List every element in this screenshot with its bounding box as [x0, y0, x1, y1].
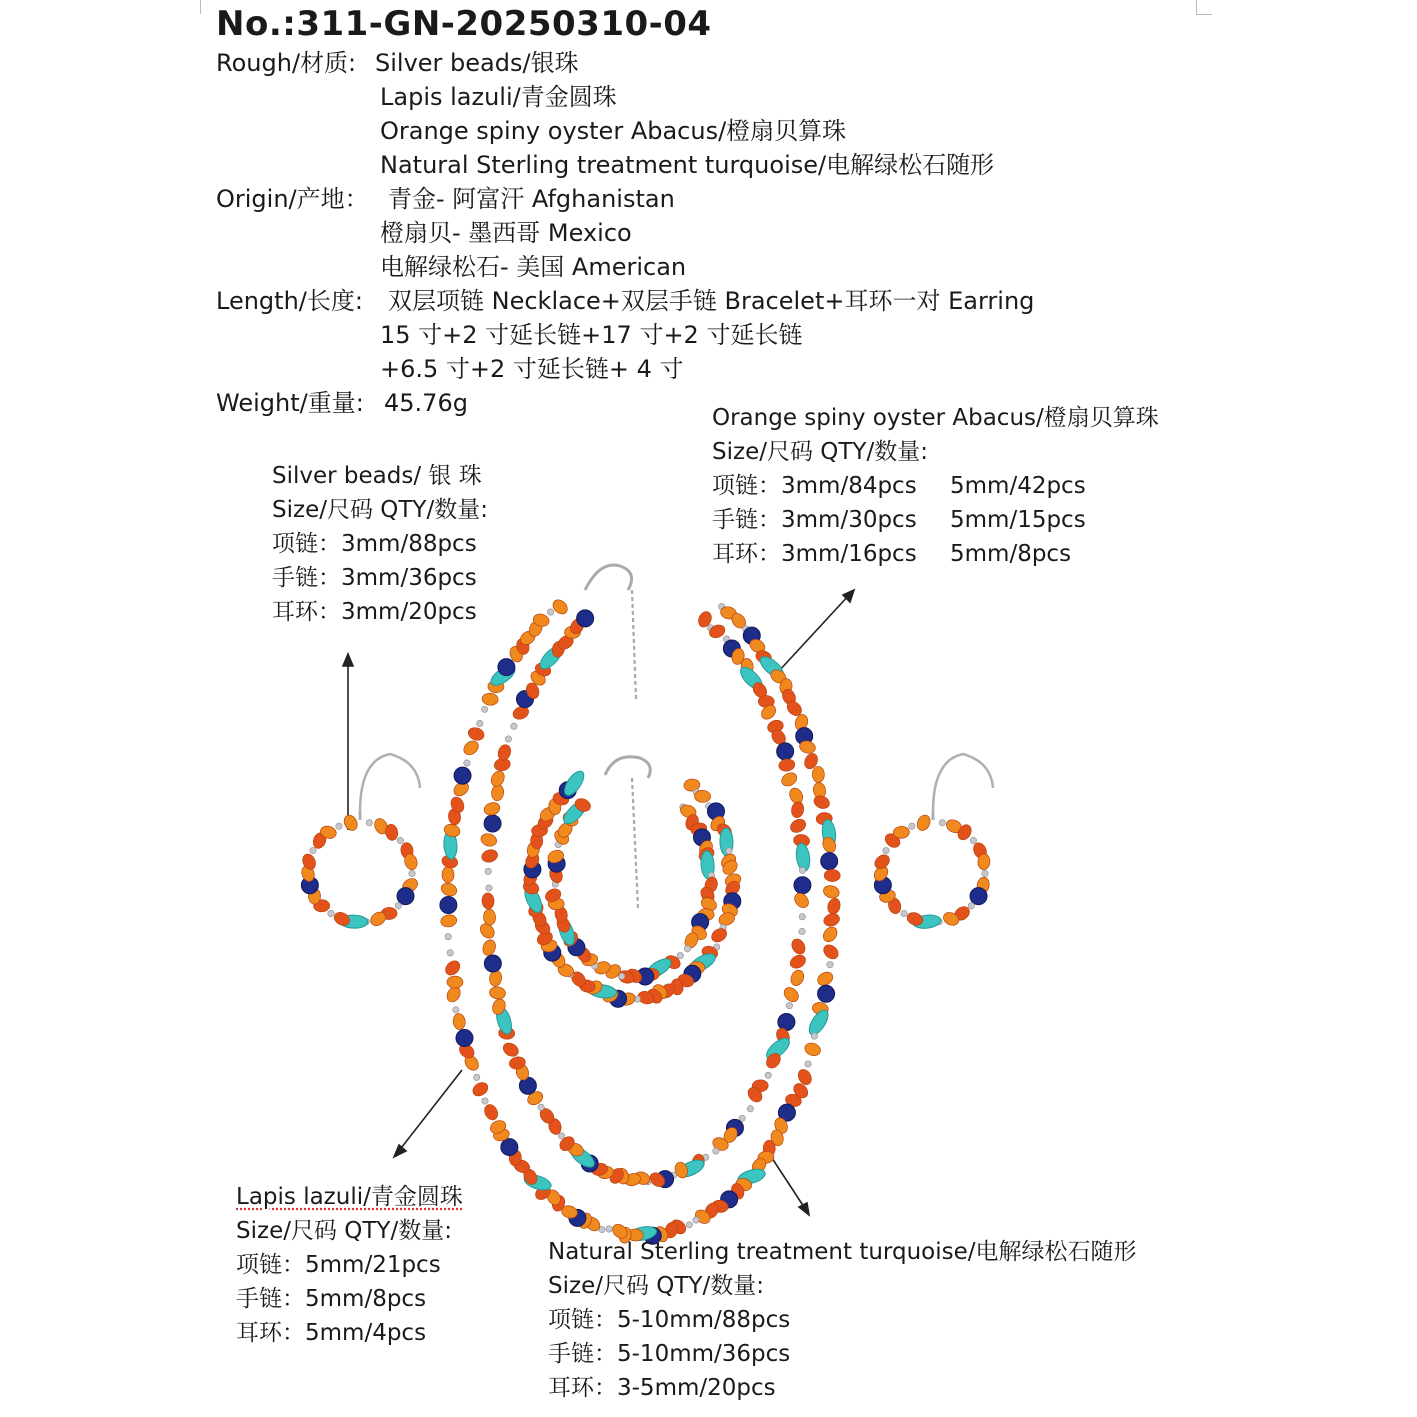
silver-bead: [982, 870, 988, 876]
silver-bead: [473, 1074, 479, 1080]
spiny-oyster-bead: [480, 848, 499, 864]
callout-oyster-row-b: 5mm/8pcs: [950, 541, 1072, 567]
silver-bead: [505, 736, 511, 742]
silver-bead: [827, 961, 833, 967]
callout-lapis-line: 耳环：5mm/4pcs: [236, 1320, 427, 1346]
spiny-oyster-bead: [821, 942, 841, 962]
spiny-oyster-bead: [893, 826, 910, 839]
spiny-oyster-bead: [342, 813, 360, 833]
spiny-oyster-bead: [447, 976, 463, 988]
spiny-oyster-bead: [824, 869, 840, 881]
origin-value-2: 橙扇贝- 墨西哥 Mexico: [380, 219, 632, 247]
silver-bead: [799, 928, 805, 934]
bracelet-extender-chain: [632, 778, 638, 908]
callout-oyster-row: [712, 537, 1159, 571]
lapis-bead: [454, 767, 471, 784]
silver-bead: [336, 823, 342, 829]
rough-value-4: Natural Sterling treatment turquoise/电解绿松石随形: [380, 151, 995, 179]
silver-bead: [486, 885, 492, 891]
callout-turquoise-line: 项链：5-10mm/88pcs: [548, 1307, 791, 1333]
callout-lapis: [236, 1180, 463, 1350]
earring-hook: [933, 754, 993, 812]
callout-lapis-line: 项链：5mm/21pcs: [236, 1252, 441, 1278]
silver-bead: [547, 609, 553, 615]
silver-bead: [397, 837, 403, 843]
silver-bead: [713, 1148, 719, 1154]
callout-oyster-row-b: 5mm/15pcs: [950, 507, 1086, 533]
lapis-bead: [794, 877, 811, 894]
silver-bead: [811, 1033, 817, 1039]
silver-bead: [883, 847, 889, 853]
lapis-bead: [777, 743, 794, 760]
spiny-oyster-bead: [822, 912, 841, 928]
silver-bead: [686, 1222, 692, 1228]
necklace-clasp: [585, 565, 632, 590]
silver-bead: [619, 973, 625, 979]
lapis-bead: [498, 659, 515, 676]
spiny-oyster-bead: [872, 852, 892, 871]
length-label: Length/长度:: [216, 287, 363, 315]
silver-bead: [799, 867, 805, 873]
silver-bead: [445, 934, 451, 940]
silver-bead: [538, 1104, 544, 1110]
spiny-oyster-bead: [489, 986, 507, 1000]
spiny-oyster-bead: [439, 881, 458, 898]
rough-value-2: Lapis lazuli/青金圆珠: [380, 83, 617, 111]
silver-bead: [482, 1098, 488, 1104]
callout-oyster-row: [712, 469, 1159, 503]
silver-bead: [901, 910, 907, 916]
necklace-extender-chain: [632, 590, 636, 700]
callout-oyster-row: [712, 503, 1159, 537]
spiny-oyster-bead: [481, 893, 494, 910]
silver-bead: [310, 847, 316, 853]
lapis-bead: [577, 610, 594, 627]
silver-bead: [799, 914, 805, 920]
silver-bead: [684, 946, 690, 952]
callout-turquoise-line: 手链：5-10mm/36pcs: [548, 1341, 791, 1367]
callout-silver-size-qty: Size/尺码 QTY/数量:: [272, 497, 488, 523]
spiny-oyster-bead: [778, 758, 796, 772]
callout-turquoise-size-qty: Size/尺码 QTY/数量:: [548, 1273, 764, 1299]
silver-bead: [558, 1133, 564, 1139]
callout-turquoise-line: 耳环：3-5mm/20pcs: [548, 1375, 776, 1401]
spiny-oyster-bead: [789, 937, 808, 957]
callout-lapis-size-qty: Size/尺码 QTY/数量:: [236, 1218, 452, 1244]
callout-oyster-row-a: 耳环：3mm/16pcs: [712, 541, 917, 567]
spiny-oyster-bead: [822, 884, 841, 900]
lapis-bead: [456, 1030, 473, 1047]
spiny-oyster-bead: [789, 968, 806, 987]
callout-silver-line: 手链：3mm/36pcs: [272, 565, 477, 591]
callout-silver-title: Silver beads/ 银 珠: [272, 463, 482, 489]
silver-bead: [677, 952, 683, 958]
length-value-2: 15 寸+2 寸延长链+17 寸+2 寸延长链: [380, 321, 803, 349]
silver-bead: [447, 950, 453, 956]
rough-value-1: Silver beads/银珠: [375, 49, 579, 77]
lapis-bead: [484, 815, 501, 832]
arrow-lapis-head: [394, 1145, 406, 1157]
length-value-3: +6.5 寸+2 寸延长链+ 4 寸: [380, 355, 684, 383]
silver-bead: [395, 903, 401, 909]
silver-bead: [970, 837, 976, 843]
silver-bead: [606, 1226, 612, 1232]
rough-value-3: Orange spiny oyster Abacus/橙扇贝算珠: [380, 117, 847, 145]
silver-bead: [786, 1002, 792, 1008]
arrow-lapis: [398, 1070, 462, 1152]
spiny-oyster-bead: [461, 738, 481, 757]
silver-bead: [968, 903, 974, 909]
callout-silver-line: 项链：3mm/88pcs: [272, 531, 477, 557]
silver-bead: [909, 823, 915, 829]
spiny-oyster-bead: [452, 1013, 466, 1030]
callout-oyster-row-a: 项链：3mm/84pcs: [712, 473, 917, 499]
spiny-oyster-bead: [470, 1080, 490, 1099]
rough-label: Rough/材质:: [216, 49, 357, 77]
silver-bead: [805, 1061, 811, 1067]
spiny-oyster-bead: [491, 784, 505, 801]
spiny-oyster-bead: [826, 897, 842, 916]
spiny-oyster-bead: [788, 953, 808, 971]
lapis-bead: [397, 888, 414, 905]
spiny-oyster-bead: [792, 890, 812, 910]
spiny-oyster-bead: [788, 817, 808, 835]
spiny-oyster-bead: [481, 938, 498, 957]
spiny-oyster-bead: [781, 985, 801, 1005]
lapis-bead: [778, 1014, 795, 1031]
spiny-oyster-bead: [489, 769, 507, 789]
spiny-oyster-bead: [440, 914, 458, 928]
silver-bead: [726, 848, 732, 854]
silver-bead: [693, 1217, 699, 1223]
arrow-silver-head: [343, 654, 353, 666]
weight-label: Weight/重量:: [216, 389, 364, 417]
silver-bead: [511, 723, 517, 729]
weight-value: 45.76g: [384, 389, 468, 417]
spiny-oyster-bead: [501, 1040, 521, 1059]
spiny-oyster-bead: [479, 832, 498, 848]
origin-value-3: 电解绿松石- 美国 American: [380, 253, 687, 281]
spiny-oyster-bead: [467, 726, 486, 742]
silver-bead: [366, 820, 372, 826]
spiny-oyster-bead: [821, 924, 840, 944]
silver-bead: [939, 820, 945, 826]
spiny-oyster-bead: [915, 813, 933, 833]
callout-oyster-row-b: 5mm/42pcs: [950, 473, 1086, 499]
lapis-bead: [484, 955, 501, 972]
silver-bead: [481, 706, 487, 712]
silver-bead: [477, 720, 483, 726]
origin-label: Origin/产地：: [216, 185, 369, 213]
spiny-oyster-bead: [694, 790, 710, 803]
spiny-oyster-bead: [442, 867, 454, 883]
callout-silver: [272, 459, 488, 629]
spiny-oyster-bead: [443, 958, 463, 978]
callout-oyster-row-a: 手链：3mm/30pcs: [712, 507, 917, 533]
silver-bead: [453, 1007, 459, 1013]
lapis-bead: [440, 896, 457, 913]
arrow-turquoise-head: [799, 1203, 809, 1215]
lapis-bead: [501, 1139, 518, 1156]
silver-bead: [328, 910, 334, 916]
arrow-turquoise: [768, 1152, 806, 1210]
callout-lapis-line: 手链：5mm/8pcs: [236, 1286, 427, 1312]
silver-bead: [485, 868, 491, 874]
silver-bead: [464, 760, 470, 766]
lapis-bead: [818, 985, 835, 1002]
silver-bead: [409, 870, 415, 876]
spiny-oyster-bead: [803, 1041, 822, 1058]
length-value-1: 双层项链 Necklace+双层手链 Bracelet+耳环一对 Earring: [388, 287, 1035, 315]
spiny-oyster-bead: [812, 793, 831, 810]
spiny-oyster-bead: [779, 770, 799, 789]
spiny-oyster-bead: [482, 692, 499, 705]
spiny-oyster-bead: [483, 909, 496, 926]
lapis-bead: [821, 853, 838, 870]
spiny-oyster-bead: [483, 801, 502, 817]
bracelet-clasp: [605, 757, 650, 778]
earring-hook: [360, 754, 420, 812]
spiny-oyster-bead: [812, 766, 824, 782]
callout-turquoise-title: Natural Sterling treatment turquoise/电解绿松石随形: [548, 1239, 1137, 1265]
callout-oyster-title: Orange spiny oyster Abacus/橙扇贝算珠: [712, 405, 1159, 431]
callout-lapis-title: Lapis lazuli/青金圆珠: [236, 1184, 463, 1210]
silver-bead: [765, 1072, 771, 1078]
callout-turquoise: [548, 1235, 1137, 1405]
callout-oyster: [712, 401, 1159, 571]
spiny-oyster-bead: [790, 801, 805, 819]
silver-bead: [747, 1106, 753, 1112]
lapis-bead: [970, 888, 987, 905]
origin-value-1: 青金- 阿富汗 Afghanistan: [388, 185, 675, 213]
callout-silver-line: 耳环：3mm/20pcs: [272, 599, 477, 625]
product-number: No.:311-GN-20250310-04: [216, 4, 712, 44]
arrow-oyster: [778, 594, 850, 672]
callout-oyster-size-qty: Size/尺码 QTY/数量:: [712, 439, 928, 465]
spiny-oyster-bead: [482, 1102, 500, 1122]
